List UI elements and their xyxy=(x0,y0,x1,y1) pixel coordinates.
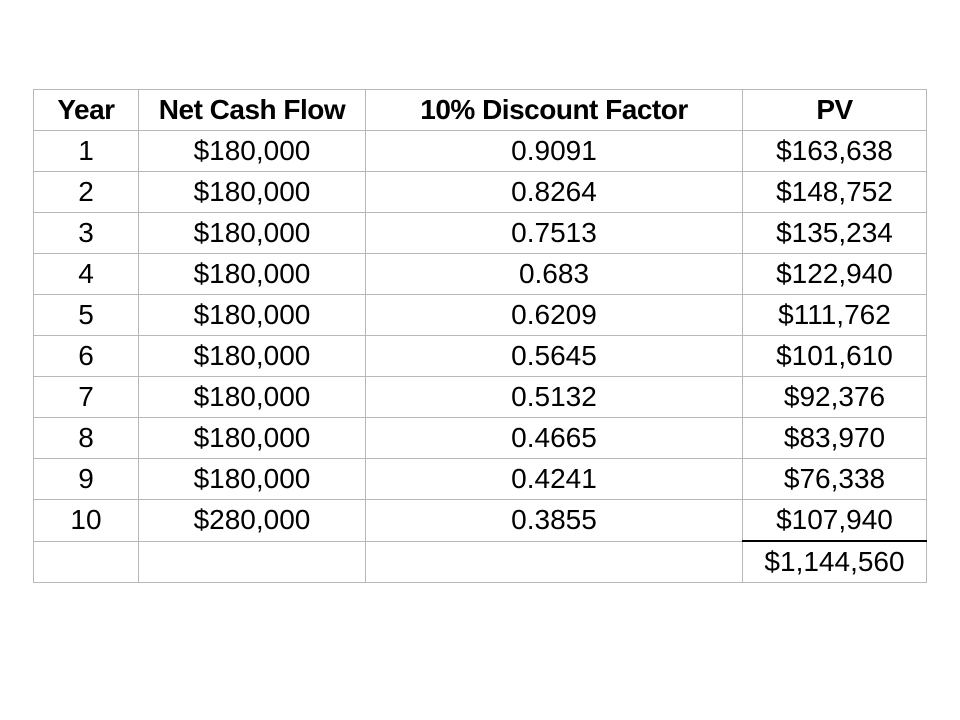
net-cash-flow-cell: $180,000 xyxy=(139,459,366,500)
pv-cell: $92,376 xyxy=(743,377,927,418)
year-cell: 3 xyxy=(34,213,139,254)
table-row xyxy=(34,336,927,377)
pv-cell: $135,234 xyxy=(743,213,927,254)
table-row xyxy=(34,500,927,542)
discount-factor-cell: 0.5132 xyxy=(366,377,743,418)
table-row xyxy=(34,213,927,254)
net-cash-flow-cell: $180,000 xyxy=(139,172,366,213)
year-cell: 9 xyxy=(34,459,139,500)
table-row xyxy=(34,459,927,500)
pv-cell: $101,610 xyxy=(743,336,927,377)
table-body xyxy=(34,131,927,583)
table-row xyxy=(34,254,927,295)
discount-factor-cell: 0.4665 xyxy=(366,418,743,459)
net-cash-flow-cell: $180,000 xyxy=(139,131,366,172)
net-cash-flow-cell: $180,000 xyxy=(139,213,366,254)
pv-cell: $148,752 xyxy=(743,172,927,213)
header-pv: PV xyxy=(743,90,927,131)
header-row xyxy=(34,90,927,131)
pv-cell: $76,338 xyxy=(743,459,927,500)
year-cell: 8 xyxy=(34,418,139,459)
pv-cell: $107,940 xyxy=(743,500,927,542)
header-discount-factor: 10% Discount Factor xyxy=(366,90,743,131)
total-discount-factor-cell xyxy=(366,541,743,583)
table-row xyxy=(34,377,927,418)
year-cell: 10 xyxy=(34,500,139,542)
discount-factor-cell: 0.6209 xyxy=(366,295,743,336)
table-row xyxy=(34,131,927,172)
present-value-table xyxy=(33,89,927,583)
total-row xyxy=(34,541,927,583)
net-cash-flow-cell: $180,000 xyxy=(139,377,366,418)
year-cell: 1 xyxy=(34,131,139,172)
year-cell: 4 xyxy=(34,254,139,295)
net-cash-flow-cell: $180,000 xyxy=(139,418,366,459)
net-cash-flow-cell: $180,000 xyxy=(139,254,366,295)
net-cash-flow-cell: $180,000 xyxy=(139,336,366,377)
net-cash-flow-cell: $180,000 xyxy=(139,295,366,336)
discount-factor-cell: 0.683 xyxy=(366,254,743,295)
table-row xyxy=(34,418,927,459)
discount-factor-cell: 0.9091 xyxy=(366,131,743,172)
pv-cell: $163,638 xyxy=(743,131,927,172)
pv-cell: $83,970 xyxy=(743,418,927,459)
table-row xyxy=(34,172,927,213)
discount-factor-cell: 0.4241 xyxy=(366,459,743,500)
total-pv-cell: $1,144,560 xyxy=(743,541,927,583)
header-year: Year xyxy=(34,90,139,131)
year-cell: 7 xyxy=(34,377,139,418)
year-cell: 5 xyxy=(34,295,139,336)
year-cell: 2 xyxy=(34,172,139,213)
year-cell: 6 xyxy=(34,336,139,377)
table-row xyxy=(34,295,927,336)
discount-factor-cell: 0.8264 xyxy=(366,172,743,213)
pv-cell: $111,762 xyxy=(743,295,927,336)
total-year-cell xyxy=(34,541,139,583)
discount-factor-cell: 0.3855 xyxy=(366,500,743,542)
discount-factor-cell: 0.5645 xyxy=(366,336,743,377)
header-net-cash-flow: Net Cash Flow xyxy=(139,90,366,131)
total-net-cash-flow-cell xyxy=(139,541,366,583)
net-cash-flow-cell: $280,000 xyxy=(139,500,366,542)
pv-cell: $122,940 xyxy=(743,254,927,295)
discount-factor-cell: 0.7513 xyxy=(366,213,743,254)
